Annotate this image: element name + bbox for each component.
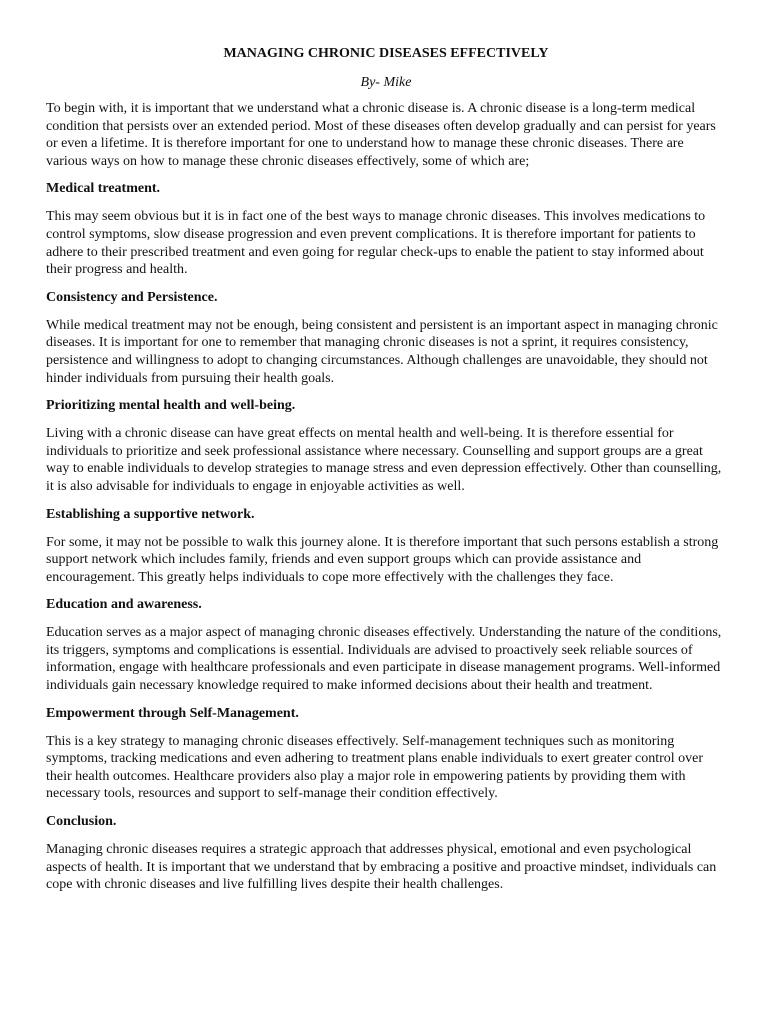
- section-heading: Medical treatment.: [46, 181, 161, 197]
- section-consistency: [46, 289, 726, 387]
- section-heading: Education and awareness.: [46, 597, 202, 613]
- section-body: This may seem obvious but it is in fact one of the best ways to manage chronic diseases. This involves medications to control symptoms, slow disease progression and even prevent complications. It is therefore important for patients to adhere to their prescribed treatment and even going for regular check-ups to enable the patient to stay informed about their progress and health.: [46, 209, 706, 278]
- section-mental-health: [46, 397, 726, 495]
- section-medical-treatment: [46, 180, 726, 278]
- intro-paragraph: To begin with, it is important that we understand what a chronic disease is. A chronic disease is a long-term medical condition that persists over an extended period. Most of these diseases often develop gradually and can persist for years or even a lifetime. It is therefore important for one to understand how to manage these chronic diseases. There are various ways on how to manage these chronic diseases effectively, some of which are;: [46, 101, 716, 169]
- section-body: This is a key strategy to managing chronic diseases effectively. Self-management techniques such as monitoring symptoms, tracking medications and even adhering to treatment plans enable individuals to exert greater control over their health outcomes. Healthcare providers also play a major role in empowering patients by providing them with necessary tools, resources and support to self-manage their condition effectively.: [46, 733, 704, 802]
- section-body: Education serves as a major aspect of managing chronic diseases effectively. Understanding the nature of the conditions, its triggers, symptoms and complications is essential. Individuals are advised to proactively seek reliable sources of information, engage with healthcare professionals and even participate in disease management programs. Well-informed individuals gain necessary knowledge required to make informed decisions about their health and treatment.: [46, 625, 722, 694]
- section-self-management: [46, 705, 726, 803]
- section-body: While medical treatment may not be enough, being consistent and persistent is an important aspect in managing chronic diseases. It is important for one to remember that managing chronic diseases is not a sprint, it requires consistency, persistence and willingness to adopt to changing circumstances. Although challenges are unavoidable, they should not hinder individuals from pursuing their health goals.: [46, 317, 718, 386]
- document-page: [46, 45, 726, 904]
- section-heading: Prioritizing mental health and well-being.: [46, 398, 296, 414]
- section-supportive-network: [46, 506, 726, 587]
- section-body: Managing chronic diseases requires a strategic approach that addresses physical, emotional and even psychological aspects of health. It is important that we understand that by embracing a positive and proactive mindset, individuals can cope with chronic diseases and live fulfilling lives despite their health challenges.: [46, 842, 717, 893]
- section-heading: Establishing a supportive network.: [46, 506, 255, 522]
- section-heading: Consistency and Persistence.: [46, 289, 218, 305]
- document-author: By- Mike: [360, 75, 412, 90]
- section-conclusion: [46, 813, 726, 894]
- section-heading: Empowerment through Self-Management.: [46, 705, 299, 721]
- section-body: Living with a chronic disease can have great effects on mental health and well-being. It is therefore essential for individuals to prioritize and seek professional assistance where necessary. Counselling and support groups are a great way to enable individuals to develop strategies to manage stress and even depression effectively. Other than counselling, it is also advisable for individuals to engage in enjoyable activities as well.: [46, 426, 722, 494]
- section-body: For some, it may not be possible to walk this journey alone. It is therefore important that such persons establish a strong support network which includes family, friends and even support groups which can provide assistance and encouragement. This greatly helps individuals to cope more effectively with the challenges they face.: [46, 534, 719, 585]
- section-heading: Conclusion.: [46, 814, 117, 830]
- document-title: MANAGING CHRONIC DISEASES EFFECTIVELY: [223, 46, 549, 61]
- section-education: [46, 596, 726, 694]
